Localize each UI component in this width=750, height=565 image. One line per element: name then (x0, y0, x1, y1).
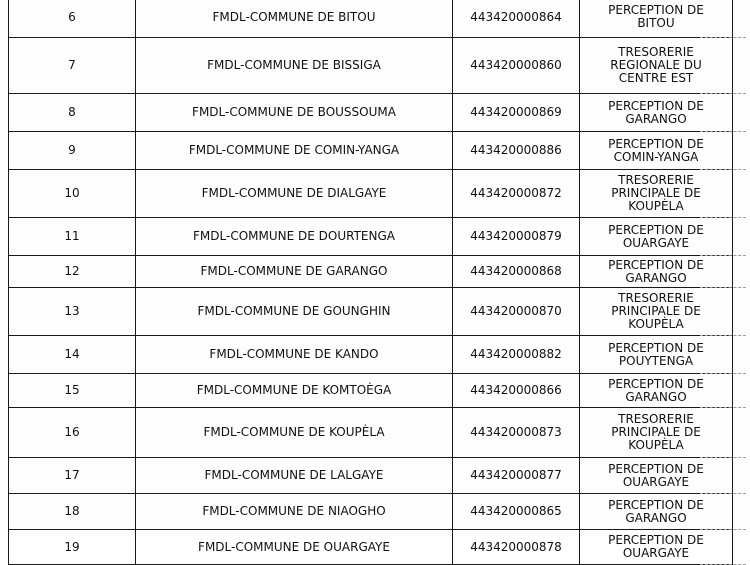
perception-lines (584, 174, 728, 213)
account-number-cell: 443420000866 (453, 374, 580, 408)
table-row (9, 38, 733, 94)
perception-lines (584, 224, 728, 250)
row-number-cell: 19 (9, 530, 136, 565)
perception-cell (580, 38, 733, 94)
commune-name-cell: FMDL-COMMUNE DE GOUNGHIN (136, 288, 453, 336)
perception-line: KOUPÈLA (628, 199, 684, 213)
row-number-cell: 12 (9, 256, 136, 288)
commune-name-cell: FMDL-COMMUNE DE KANDO (136, 336, 453, 374)
commune-accounts-table (8, 0, 733, 565)
row-number-cell: 16 (9, 408, 136, 458)
perception-lines (584, 534, 728, 560)
margin-dash-line (700, 37, 746, 38)
perception-cell (580, 256, 733, 288)
commune-name-cell: FMDL-COMMUNE DE BITOU (136, 0, 453, 38)
margin-dash-line (700, 493, 746, 494)
perception-cell (580, 494, 733, 530)
perception-cell (580, 218, 733, 256)
perception-lines (584, 46, 728, 85)
table-row (9, 494, 733, 530)
table-row (9, 458, 733, 494)
commune-name-cell: FMDL-COMMUNE DE DOURTENGA (136, 218, 453, 256)
table-row (9, 408, 733, 458)
perception-line: OUARGAYE (622, 546, 690, 560)
margin-dash-line (700, 217, 746, 218)
row-number-cell: 10 (9, 170, 136, 218)
account-number-cell: 443420000864 (453, 0, 580, 38)
margin-dash-line (700, 169, 746, 170)
perception-line: POUYTENGA (618, 353, 694, 368)
perception-line: PERCEPTION DE (608, 461, 704, 476)
table-row (9, 94, 733, 132)
margin-dash-line (700, 255, 746, 256)
perception-cell (580, 374, 733, 408)
perception-lines (584, 499, 728, 525)
row-number-cell: 18 (9, 494, 136, 530)
margin-dash-line (700, 529, 746, 530)
commune-name-cell: FMDL-COMMUNE DE COMIN-YANGA (136, 132, 453, 170)
row-number-cell: 11 (9, 218, 136, 256)
perception-line: TRESORERIE (618, 173, 694, 187)
account-number-cell: 443420000886 (453, 132, 580, 170)
commune-name-cell: FMDL-COMMUNE DE KOMTOÈGA (136, 374, 453, 408)
perception-line: BITOU (637, 16, 675, 30)
account-number-cell: 443420000873 (453, 408, 580, 458)
perception-line: PERCEPTION DE (608, 257, 704, 272)
table-row (9, 374, 733, 408)
perception-lines (584, 413, 728, 452)
perception-line: PERCEPTION DE (608, 497, 704, 512)
perception-line: PERCEPTION DE (608, 340, 704, 355)
perception-cell (580, 530, 733, 565)
perception-line: GARANGO (625, 389, 687, 404)
perception-lines (584, 342, 728, 368)
perception-line: PERCEPTION DE (608, 136, 704, 151)
table-row (9, 170, 733, 218)
perception-cell (580, 408, 733, 458)
table-row (9, 218, 733, 256)
perception-line: TRESORERIE (618, 45, 694, 59)
table-body (9, 0, 733, 565)
perception-cell (580, 0, 733, 38)
perception-line: CENTRE EST (618, 71, 694, 85)
commune-name-cell: FMDL-COMMUNE DE BISSIGA (136, 38, 453, 94)
perception-line: TRESORERIE (618, 291, 694, 305)
margin-dash-line (700, 131, 746, 132)
perception-cell (580, 94, 733, 132)
perception-line: PERCEPTION DE (608, 98, 704, 113)
perception-cell (580, 288, 733, 336)
commune-name-cell: FMDL-COMMUNE DE OUARGAYE (136, 530, 453, 565)
perception-line: PERCEPTION DE (608, 222, 704, 237)
row-number-cell: 8 (9, 94, 136, 132)
perception-lines (584, 259, 728, 285)
margin-dash-line (700, 335, 746, 336)
account-number-cell: 443420000868 (453, 256, 580, 288)
account-number-cell: 443420000877 (453, 458, 580, 494)
margin-dash-line (700, 287, 746, 288)
margin-dash-line (700, 407, 746, 408)
commune-name-cell: FMDL-COMMUNE DE DIALGAYE (136, 170, 453, 218)
perception-line: KOUPÈLA (628, 438, 684, 452)
perception-line: PERCEPTION DE (608, 533, 704, 547)
account-number-cell: 443420000882 (453, 336, 580, 374)
perception-lines (584, 463, 728, 489)
commune-name-cell: FMDL-COMMUNE DE LALGAYE (136, 458, 453, 494)
perception-cell (580, 132, 733, 170)
margin-dash-line (700, 373, 746, 374)
perception-line: PERCEPTION DE (608, 376, 704, 391)
perception-line: OUARGAYE (622, 235, 690, 250)
perception-line: COMIN-YANGA (613, 149, 699, 164)
commune-name-cell: FMDL-COMMUNE DE BOUSSOUMA (136, 94, 453, 132)
margin-dash-line (700, 457, 746, 458)
perception-line: KOUPÈLA (628, 317, 684, 331)
table-row (9, 132, 733, 170)
perception-line: PERCEPTION DE (608, 3, 704, 17)
table-row (9, 336, 733, 374)
row-number-cell: 15 (9, 374, 136, 408)
row-number-cell: 6 (9, 0, 136, 38)
perception-cell (580, 458, 733, 494)
perception-lines (584, 100, 728, 126)
account-number-cell: 443420000860 (453, 38, 580, 94)
table-row (9, 0, 733, 38)
perception-line: OUARGAYE (622, 474, 690, 489)
row-number-cell: 17 (9, 458, 136, 494)
perception-lines (584, 292, 728, 331)
table-row (9, 256, 733, 288)
perception-line: GARANGO (625, 510, 687, 525)
perception-cell (580, 336, 733, 374)
table-row (9, 288, 733, 336)
account-number-cell: 443420000872 (453, 170, 580, 218)
row-number-cell: 9 (9, 132, 136, 170)
row-number-cell: 14 (9, 336, 136, 374)
table-row (9, 530, 733, 565)
perception-lines (584, 378, 728, 404)
account-number-cell: 443420000870 (453, 288, 580, 336)
row-number-cell: 13 (9, 288, 136, 336)
account-number-cell: 443420000869 (453, 94, 580, 132)
perception-line: REGIONALE DU (610, 58, 702, 72)
commune-name-cell: FMDL-COMMUNE DE KOUPÈLA (136, 408, 453, 458)
perception-lines (584, 138, 728, 164)
perception-line: PRINCIPALE DE (611, 186, 701, 200)
perception-lines (584, 4, 728, 30)
perception-line: PRINCIPALE DE (611, 304, 701, 318)
margin-dash-line (700, 93, 746, 94)
commune-name-cell: FMDL-COMMUNE DE GARANGO (136, 256, 453, 288)
row-number-cell: 7 (9, 38, 136, 94)
perception-line: TRESORERIE (618, 412, 694, 426)
perception-cell (580, 170, 733, 218)
account-number-cell: 443420000878 (453, 530, 580, 565)
perception-line: GARANGO (625, 111, 687, 126)
perception-line: PRINCIPALE DE (611, 425, 701, 439)
account-number-cell: 443420000865 (453, 494, 580, 530)
account-number-cell: 443420000879 (453, 218, 580, 256)
perception-line: GARANGO (625, 270, 687, 285)
commune-name-cell: FMDL-COMMUNE DE NIAOGHO (136, 494, 453, 530)
